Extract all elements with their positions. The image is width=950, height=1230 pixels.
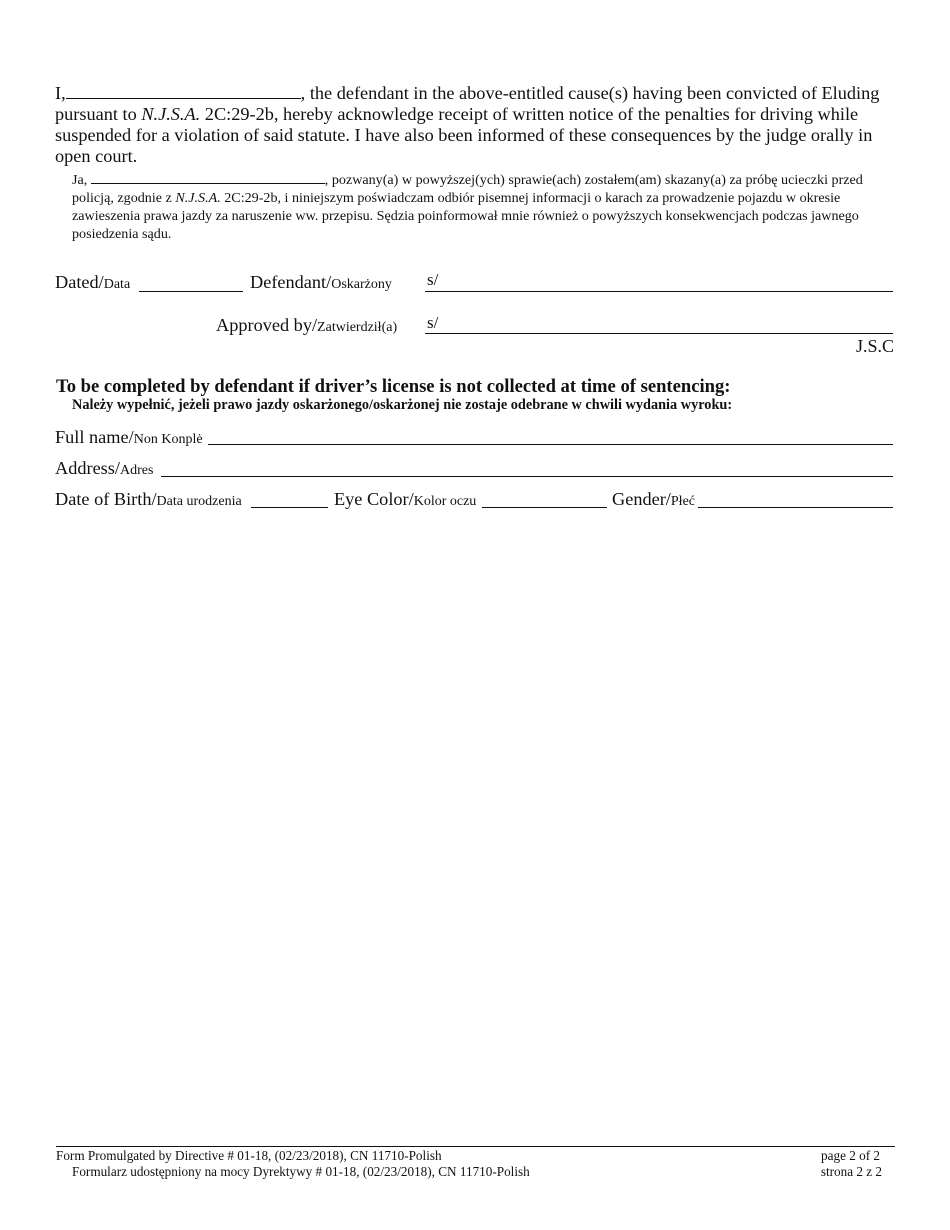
- defendant-label: Defendant/Oskarżony: [250, 272, 392, 292]
- gender-label: Gender/Płeć: [612, 489, 695, 509]
- acknowledgment-english: [55, 83, 895, 167]
- license-heading-polish: Należy wypełnić, jeżeli prawo jazdy oskarżonego/oskarżonej nie zostaje odebrane w chwili wydania wyroku:: [72, 397, 733, 413]
- eye-color-field[interactable]: [482, 507, 607, 508]
- footer-rule: [56, 1146, 895, 1147]
- defendant-signature-field[interactable]: [425, 291, 893, 292]
- defendant-name-blank[interactable]: [66, 97, 301, 99]
- license-heading-english: To be completed by defendant if driver’s license is not collected at time of sentencing:: [56, 376, 731, 397]
- footer-form-polish: Formularz udostępniony na mocy Dyrektywy # 01-18, (02/23/2018), CN 11710-Polish: [72, 1164, 530, 1179]
- footer-form-english: Form Promulgated by Directive # 01-18, (02/23/2018), CN 11710-Polish: [56, 1148, 442, 1163]
- footer-page-english: page 2 of 2: [821, 1148, 880, 1163]
- gender-field[interactable]: [698, 507, 893, 508]
- dob-label: Date of Birth/Data urodzenia: [55, 489, 242, 509]
- dated-label: Dated/Data: [55, 272, 131, 292]
- ack-pl-statute: N.J.S.A.: [175, 190, 221, 206]
- ack-en-text: , the defendant in the above-entitled cause(s) having been convicted of Eluding pursuant to: [55, 83, 880, 124]
- ack-en-text2: 2C:29-2b, hereby acknowledge receipt of written notice of the penalties for driving while suspended for a violation of said statute. I have also been informed of these consequences by the judge orally in open court.: [55, 104, 873, 166]
- approved-s-mark: s/: [427, 313, 439, 332]
- address-label: Address/Adres: [55, 458, 154, 478]
- full-name-label: Full name/Non Konplė: [55, 427, 203, 447]
- approved-signature-field[interactable]: [425, 333, 893, 334]
- acknowledgment-polish: [72, 171, 896, 243]
- defendant-name-blank-pl[interactable]: [91, 182, 325, 184]
- eye-color-label: Eye Color/Kolor oczu: [334, 489, 477, 509]
- ack-en-statute: N.J.S.A.: [141, 104, 201, 124]
- footer-page-polish: strona 2 z 2: [820, 1164, 882, 1179]
- dob-field[interactable]: [251, 507, 328, 508]
- jsc-label: J.S.C: [855, 336, 894, 356]
- ack-pl-prefix: Ja,: [72, 172, 88, 188]
- ack-en-prefix: I,: [55, 83, 66, 103]
- approved-by-label: Approved by/Zatwierdził(a): [216, 315, 398, 335]
- dated-field[interactable]: [139, 291, 243, 292]
- address-field[interactable]: [161, 476, 893, 477]
- defendant-s-mark: s/: [427, 270, 439, 289]
- full-name-field[interactable]: [208, 444, 893, 445]
- ack-pl-text2: 2C:29-2b, i niniejszym poświadczam odbiór pisemnej informacji o karach za prowadzenie pojazdu w okresie zawieszenia prawa jazdy za naruszenie ww. przepisu. Sędzia poinformował mnie również o powyższych konsekwencjach podczas jawnego posiedzenia sądu.: [72, 190, 859, 242]
- ack-pl-text: , pozwany(a) w powyższej(ych) sprawie(ach) zostałem(am) skazany(a) za próbę ucieczki przed policją, zgodnie z: [72, 172, 863, 206]
